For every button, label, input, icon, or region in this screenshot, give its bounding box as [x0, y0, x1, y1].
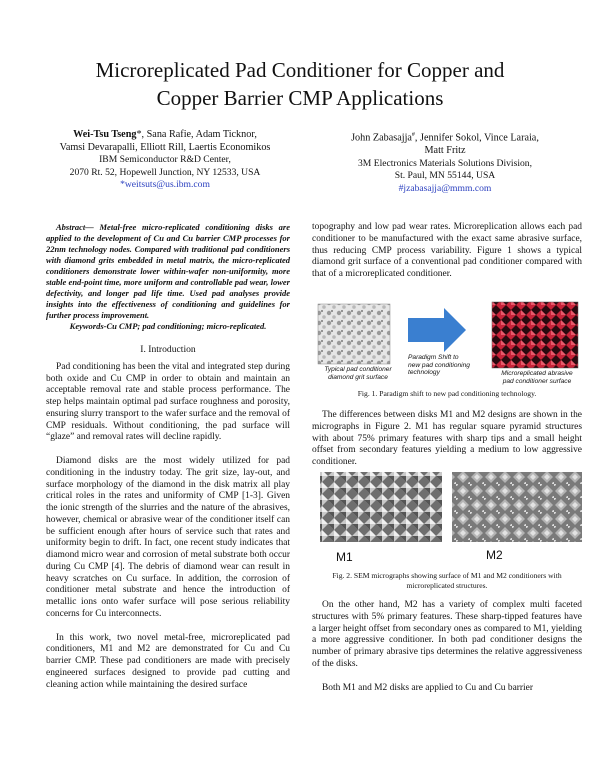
author-mark: # [411, 132, 415, 138]
author-email-left[interactable]: *weitsuts@us.ibm.com [120, 179, 210, 191]
m2-micrograph [452, 472, 582, 542]
section-heading-introduction: I. Introduction [140, 344, 196, 355]
right-column-middle [312, 410, 582, 469]
paradigm-shift-arrow [408, 308, 466, 352]
title-line-2: Copper Barrier CMP Applications [156, 86, 444, 110]
affiliation-left [40, 129, 290, 192]
figure-1-label-right: Microreplicated abrasive pad conditioner surface [501, 370, 573, 385]
address-line-right: St. Paul, MN 55144, USA [394, 170, 496, 182]
figure-2-caption: Fig. 2. SEM micrographs showing surface of M1 and M2 conditioners with microreplicated structures. [332, 571, 562, 590]
right-paragraph-2: The differences between disks M1 and M2 designs are shown in the micrographs in Figure 2. M1 has regular square pyramid structures with about 75% primary features with sharp tips and a small height offset from secondary features yielding a medium to low aggressive conditioner. [312, 410, 582, 467]
figure-1-label-left: Typical pad conditioner diamond grit surface [324, 366, 392, 381]
m1-label: M1 [336, 550, 353, 564]
affiliation-right [312, 129, 578, 195]
author-line-2: Vamsi Devarapalli, Elliott Rill, Laertis Economikos [59, 141, 271, 153]
author-line-right-1: John Zabasajja#, Jennifer Sokol, Vince Laraia, [351, 132, 539, 144]
lead-author: Wei-Tsu Tseng [73, 129, 137, 140]
institution-line: IBM Semiconductor R&D Center, [99, 154, 231, 166]
right-paragraph-3: On the other hand, M2 has a variety of complex multi faceted structures with 5% primary features. These sharp-tipped features have a larger height offset from secondary ones as compared to M1, yielding a more aggressive conditioner. In both pad conditioner designs the number of primary abrasive tips determines the relative aggressiveness of the disks. [312, 600, 582, 669]
microreplicated-image [492, 302, 578, 368]
title-line-1: Microreplicated Pad Conditioner for Copper and [95, 58, 505, 82]
intro-paragraph-3: In this work, two novel metal-free, microreplicated pad conditioners, M1 and M2 are demonstrated for Cu and Cu barrier CMP. These pad conditioners are made with precisely engineered surfaces designed to provide pad cutting and cleaning action while maintaining the desired surface [46, 632, 290, 690]
figure-2-graphic [316, 470, 584, 550]
keywords: Keywords-Cu CMP; pad conditioning; micro-replicated. [69, 321, 267, 331]
address-line: 2070 Rt. 52, Hopewell Junction, NY 12533, USA [69, 166, 261, 178]
author-line-1-rest: *, Sana Rafie, Adam Ticknor, [136, 129, 257, 140]
figure-1-caption: Fig. 1. Paradigm shift to new pad conditioning technology. [357, 389, 537, 398]
m1-micrograph [320, 472, 442, 542]
right-paragraph-4: Both M1 and M2 disks are applied to Cu and Cu barrier [322, 682, 533, 693]
left-column [46, 222, 290, 691]
abstract-text: Abstract— Metal-free micro-replicated conditioning disks are applied to the development of Cu and Cu barrier CMP processes for 22nm technology nodes. Compared with traditional pad conditioners with diamond grits embedded in metal matrix, the micro-replicated conditioners demonstrate lower within-wafer non-uniformity, more stable end-point time, more uniform and controllable pad wear, lower defectivity, and longer pad life time. Used pad analyses provide insights into the effectiveness of conditioning and guidelines for further process improvement. [46, 222, 290, 320]
right-column-bottom [312, 600, 582, 694]
diamond-grit-image [318, 304, 390, 364]
right-paragraph-1: topography and low pad wear rates. Microreplication allows each pad conditioner to be manufactured with the exact same abrasive surface, thus reducing CMP process variability. Figure 1 shows a typical diamond grit surface of a conventional pad conditioner compared with that of a microreplicated conditioner. [312, 222, 582, 279]
author-line-right-2: Matt Fritz [424, 144, 466, 156]
intro-paragraph-2: Diamond disks are the most widely utilized for pad conditioning in the industry today. The grit size, lay-out, and surface morphology of the diamond in the disk matrix all play critical roles in the rates and uniformity of CMP [1-3]. Given the ionic strength of the slurries and the nature of the abrasives, however, chemical or abrasive wear of the conditioner itself can be sufficient enough after hours of service such that rates and uniformity begin to drift. In fact, one recent study indicates that diamond micro wear and corrosion of metal substrate both occur during Cu CMP [4]. The debris of diamond wear can result in heavy scratches on Cu surface. In addition, the corrosion of conditioner metal substrate and hence the introduction of metallic ions onto wafer surface will pose serious reliability concerns for Cu interconnects. [46, 456, 290, 619]
paper-title [30, 56, 570, 112]
intro-paragraph-1: Pad conditioning has been the vital and integrated step during both oxide and Cu CMP in order to obtain and maintain an acceptable removal rate and stable process performance. The step helps maintain optimal pad surface roughness and porosity, ensuring slurry transport to the wafer surface and the removal of CMP residuals. Without conditioning, the pad surface will “glaze” and removal rates will decline rapidly. [46, 361, 290, 443]
author-email-right[interactable]: #jzabasajja@mmm.com [398, 182, 492, 194]
figure-2 [316, 470, 584, 570]
right-column-top [312, 222, 582, 281]
author-line-1 [40, 129, 290, 142]
figure-1 [316, 300, 584, 390]
figure-1-label-mid: Paradigm Shift to new pad conditioning technology [408, 354, 470, 376]
m2-label: M2 [486, 548, 503, 562]
abstract [46, 222, 290, 332]
institution-line-right: 3M Electronics Materials Solutions Division, [357, 157, 532, 169]
